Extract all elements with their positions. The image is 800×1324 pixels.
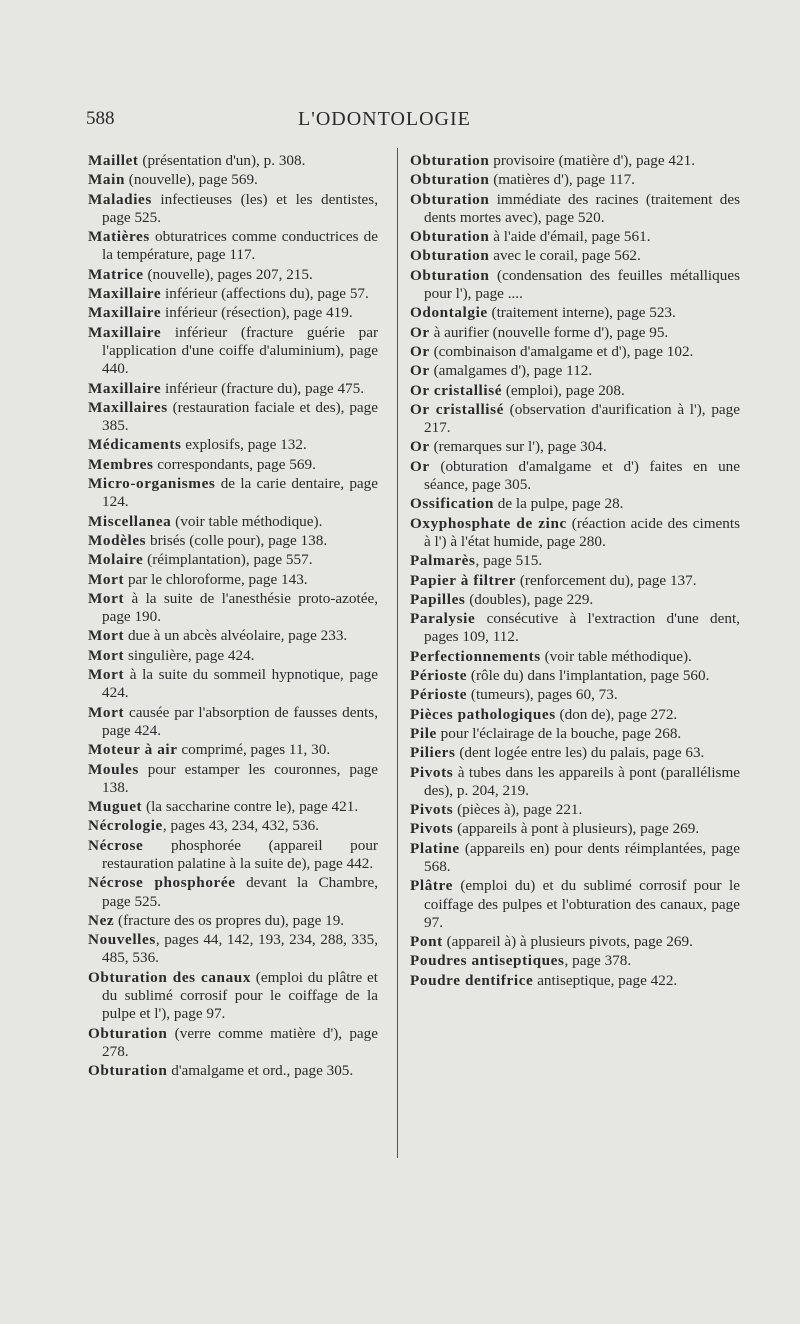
entry-text: (doubles), page 229. <box>465 590 594 608</box>
entry-headword: Perfectionnements <box>410 647 541 665</box>
entry-headword: Nécrologie <box>88 817 163 835</box>
entry-headword: Nécrose <box>88 836 144 854</box>
entry-headword: Main <box>88 171 125 189</box>
entry-text: (réimplantation), page 557. <box>143 551 313 569</box>
entry-headword: Nouvelles <box>88 931 156 949</box>
entry-headword: Or <box>410 457 430 475</box>
entry-text: (remarques sur l'), page 304. <box>429 438 607 456</box>
entry-headword: Maladies <box>88 190 152 208</box>
index-entry <box>410 572 740 590</box>
index-entry <box>410 933 740 951</box>
index-entry <box>410 458 740 495</box>
entry-text: (don de), page 272. <box>555 705 678 723</box>
index-entry <box>410 744 740 762</box>
entry-headword: Obturation <box>410 266 490 284</box>
entry-text: (verre comme matière d'), page 278. <box>102 1024 378 1060</box>
index-entry <box>410 247 740 265</box>
index-entry <box>88 475 378 512</box>
entry-headword: Piliers <box>410 744 456 762</box>
entry-text: consécutive à l'extraction d'une dent, pages 109, 112. <box>424 610 740 646</box>
entry-headword: Mort <box>88 703 125 721</box>
entry-headword: Obturation <box>410 171 490 189</box>
entry-headword: Or <box>410 362 430 380</box>
entry-headword: Muguet <box>88 798 143 816</box>
entry-headword: Mort <box>88 666 125 684</box>
entry-text: (matières d'), page 117. <box>489 171 635 189</box>
entry-text: (la saccharine contre le), page 421. <box>142 798 359 816</box>
entry-text: (emploi du plâtre et du sublimé corrosif pour le coiffage de la pulpe et l'), page 97. <box>102 968 378 1023</box>
entry-headword: Obturation <box>88 1024 168 1042</box>
entry-text: (voir table méthodique). <box>171 512 323 530</box>
index-entry <box>410 952 740 970</box>
index-entry <box>410 552 740 570</box>
entry-text: (nouvelle), pages 207, 215. <box>143 265 313 283</box>
running-title: L'ODONTOLOGIE <box>298 108 471 130</box>
index-entry <box>410 972 740 990</box>
entry-text: de la carie dentaire, page 124. <box>102 475 378 511</box>
index-entry <box>88 627 378 645</box>
entry-text: à la suite du sommeil hypnotique, page 424. <box>102 666 378 702</box>
index-entry <box>88 152 378 170</box>
index-entry <box>410 648 740 666</box>
entry-headword: Obturation <box>410 190 490 208</box>
entry-text: (combinaison d'amalgame et d'), page 102. <box>429 342 694 360</box>
entry-headword: Moteur à air <box>88 741 178 759</box>
index-entry <box>88 969 378 1024</box>
entry-headword: Mort <box>88 570 125 588</box>
entry-headword: Périoste <box>410 667 468 685</box>
entry-text: , page 378. <box>564 952 632 970</box>
index-entry <box>88 666 378 703</box>
index-entry <box>88 324 378 379</box>
index-entry <box>88 590 378 627</box>
index-entry <box>410 362 740 380</box>
index-entry <box>410 191 740 228</box>
index-entry <box>410 228 740 246</box>
entry-headword: Matières <box>88 228 150 246</box>
entry-headword: Nécrose phosphorée <box>88 874 236 892</box>
entry-headword: Obturation <box>88 1062 168 1080</box>
entry-headword: Maxillaire <box>88 323 162 341</box>
entry-text: (rôle du) dans l'implantation, page 560. <box>467 667 710 685</box>
entry-text: infectieuses (les) et les dentistes, page 525. <box>102 190 378 226</box>
entry-headword: Pivots <box>410 820 454 838</box>
entry-text: causée par l'absorption de fausses dents, page 424. <box>102 703 378 739</box>
entry-text: provisoire (matière d'), page 421. <box>489 152 696 169</box>
entry-text: (nouvelle), page 569. <box>125 171 258 189</box>
index-entry <box>410 820 740 838</box>
index-entry <box>88 817 378 835</box>
entry-text: (réaction acide des ciments à l') à l'état humide, page 280. <box>424 514 740 550</box>
index-entry <box>88 1062 378 1080</box>
entry-text: antiseptique, page 422. <box>533 971 678 989</box>
entry-text: (appareil à) à plusieurs pivots, page 269. <box>442 933 693 951</box>
entry-text: correspondants, page 569. <box>153 455 316 473</box>
entry-text: à aurifier (nouvelle forme d'), page 95. <box>429 323 669 341</box>
index-entry <box>410 382 740 400</box>
entry-headword: Plâtre <box>410 877 453 895</box>
index-entry <box>88 304 378 322</box>
entry-text: , pages 44, 142, 193, 234, 288, 335, 485, 536. <box>102 931 378 967</box>
entry-text: à la suite de l'anesthésie proto-azotée, page 190. <box>102 589 378 626</box>
page-header <box>86 108 746 138</box>
entry-headword: Pivots <box>410 763 454 781</box>
entry-text: inférieur (fracture du), page 475. <box>161 379 365 397</box>
entry-text: pour estamper les couronnes, page 138. <box>102 760 378 796</box>
entry-text: d'amalgame et ord., page 305. <box>167 1062 354 1080</box>
entry-text: brisés (colle pour), page 138. <box>146 531 328 549</box>
index-column-right <box>410 152 740 991</box>
entry-headword: Obturation <box>410 228 490 246</box>
index-entry <box>410 171 740 189</box>
entry-headword: Maillet <box>88 152 139 169</box>
entry-text: obturatrices comme conductrices de la température, page 117. <box>102 228 378 264</box>
entry-headword: Membres <box>88 455 154 473</box>
index-entry <box>88 266 378 284</box>
entry-headword: Maxillaire <box>88 379 162 397</box>
index-entry <box>88 191 378 228</box>
index-entry <box>88 1025 378 1062</box>
entry-headword: Platine <box>410 839 460 857</box>
entry-headword: Maxillaires <box>88 398 168 416</box>
entry-headword: Mort <box>88 627 125 645</box>
entry-headword: Palmarès <box>410 552 476 570</box>
index-entry <box>410 706 740 724</box>
entry-headword: Oxyphosphate de zinc <box>410 514 567 532</box>
entry-text: (appareils en) pour dents réimplantées, page 568. <box>424 839 740 875</box>
index-entry <box>410 764 740 801</box>
index-entry <box>410 304 740 322</box>
index-entry <box>88 285 378 303</box>
entry-text: inférieur (affections du), page 57. <box>161 285 369 303</box>
entry-text: (voir table méthodique). <box>540 647 692 665</box>
entry-text: (présentation d'un), p. 308. <box>138 152 306 169</box>
index-entry <box>88 931 378 968</box>
entry-text: (emploi du) et du sublimé corrosif pour le coiffage des pulpes et l'obturation des canaux, page 97. <box>424 877 740 931</box>
entry-text: (tumeurs), pages 60, 73. <box>467 686 618 704</box>
entry-text: par le chloroforme, page 143. <box>124 570 308 588</box>
entry-text: explosifs, page 132. <box>181 436 307 454</box>
entry-headword: Or <box>410 342 430 360</box>
entry-text: immédiate des racines (traitement des dents mortes avec), page 520. <box>424 190 740 226</box>
index-entry <box>410 343 740 361</box>
entry-headword: Matrice <box>88 265 144 283</box>
entry-headword: Mort <box>88 646 125 664</box>
entry-text: à l'aide d'émail, page 561. <box>489 228 651 246</box>
entry-text: (amalgames d'), page 112. <box>429 362 593 380</box>
index-entry <box>410 495 740 513</box>
entry-headword: Modèles <box>88 531 147 549</box>
entry-text: (renforcement du), page 137. <box>516 571 697 589</box>
entry-headword: Poudre dentifrice <box>410 971 534 989</box>
index-entry <box>410 877 740 932</box>
entry-headword: Molaire <box>88 551 144 569</box>
index-entry <box>410 686 740 704</box>
index-entry <box>88 380 378 398</box>
index-entry <box>88 228 378 265</box>
entry-text: (fracture des os propres du), page 19. <box>114 911 345 929</box>
entry-headword: Nez <box>88 911 115 929</box>
entry-headword: Obturation <box>410 152 490 169</box>
index-entry <box>410 801 740 819</box>
entry-headword: Obturation des canaux <box>88 968 252 986</box>
entry-text: (pièces à), page 221. <box>453 801 583 819</box>
entry-headword: Or cristallisé <box>410 400 504 418</box>
index-entry <box>88 912 378 930</box>
index-entry <box>410 610 740 647</box>
entry-headword: Médicaments <box>88 436 182 454</box>
entry-text: (observation d'aurification à l'), page 217. <box>424 400 740 437</box>
index-entry <box>88 798 378 816</box>
index-entry <box>88 513 378 531</box>
index-entry <box>410 324 740 342</box>
entry-text: devant la Chambre, page 525. <box>102 874 378 910</box>
entry-text: à tubes dans les appareils à pont (parallélisme des), p. 204, 219. <box>424 763 740 799</box>
entry-headword: Pile <box>410 724 437 742</box>
entry-text: de la pulpe, page 28. <box>493 495 624 513</box>
entry-headword: Pivots <box>410 801 454 819</box>
entry-text: (emploi), page 208. <box>502 381 625 399</box>
entry-text: due à un abcès alvéolaire, page 233. <box>124 627 348 645</box>
entry-headword: Pièces pathologiques <box>410 705 556 723</box>
index-entry <box>88 551 378 569</box>
entry-headword: Or cristallisé <box>410 381 503 399</box>
index-entry <box>410 725 740 743</box>
entry-text: singulière, page 424. <box>124 646 255 664</box>
entry-text: pour l'éclairage de la bouche, page 268. <box>436 724 682 742</box>
entry-headword: Obturation <box>410 247 490 265</box>
index-entry <box>88 837 378 874</box>
entry-text: (dent logée entre les) du palais, page 63. <box>455 744 705 762</box>
index-entry <box>88 171 378 189</box>
index-entry <box>88 647 378 665</box>
entry-headword: Or <box>410 438 430 456</box>
entry-headword: Pont <box>410 933 443 951</box>
index-entry <box>410 515 740 552</box>
entry-text: phosphorée (appareil pour restauration palatine à la suite de), page 442. <box>102 836 378 872</box>
entry-text: (restauration faciale et des), page 385. <box>102 398 378 435</box>
entry-text: , pages 43, 234, 432, 536. <box>162 817 319 835</box>
entry-headword: Poudres antiseptiques <box>410 952 565 970</box>
entry-headword: Maxillaire <box>88 285 162 303</box>
index-entry <box>88 761 378 798</box>
entry-headword: Périoste <box>410 686 468 704</box>
index-entry <box>410 267 740 304</box>
entry-text: (condensation des feuilles métalliques pour l'), page .... <box>424 266 740 303</box>
entry-text: (traitement interne), page 523. <box>487 304 676 322</box>
entry-text: inférieur (fracture guérie par l'application d'une coiffe d'aluminium), page 440. <box>102 323 378 378</box>
entry-headword: Micro-organismes <box>88 475 216 493</box>
index-entry <box>88 874 378 911</box>
entry-text: , page 515. <box>475 552 543 570</box>
entry-text: (obturation d'amalgame et d') faites en une séance, page 305. <box>424 457 740 494</box>
entry-text: comprimé, pages 11, 30. <box>177 741 331 759</box>
index-entry <box>88 704 378 741</box>
index-entry <box>88 741 378 759</box>
entry-headword: Papilles <box>410 590 466 608</box>
index-entry <box>410 152 740 170</box>
column-divider <box>397 148 398 1158</box>
index-entry <box>410 667 740 685</box>
index-entry <box>410 438 740 456</box>
index-entry <box>410 401 740 438</box>
entry-headword: Or <box>410 323 430 341</box>
entry-headword: Miscellanea <box>88 512 172 530</box>
entry-text: (appareils à pont à plusieurs), page 269. <box>453 820 700 838</box>
entry-headword: Paralysie <box>410 610 476 628</box>
entry-headword: Mort <box>88 589 125 607</box>
index-entry <box>410 591 740 609</box>
entry-headword: Ossification <box>410 495 494 513</box>
page-number: 588 <box>86 108 115 129</box>
entry-text: inférieur (résection), page 419. <box>161 304 353 322</box>
index-entry <box>88 436 378 454</box>
index-entry <box>88 571 378 589</box>
entry-text: avec le corail, page 562. <box>489 247 641 265</box>
entry-headword: Moules <box>88 760 139 778</box>
index-entry <box>88 399 378 436</box>
index-entry <box>410 840 740 877</box>
index-column-left <box>88 152 378 1082</box>
index-entry <box>88 532 378 550</box>
entry-headword: Maxillaire <box>88 304 162 322</box>
index-entry <box>88 456 378 474</box>
entry-headword: Odontalgie <box>410 304 488 322</box>
entry-headword: Papier à filtrer <box>410 571 517 589</box>
